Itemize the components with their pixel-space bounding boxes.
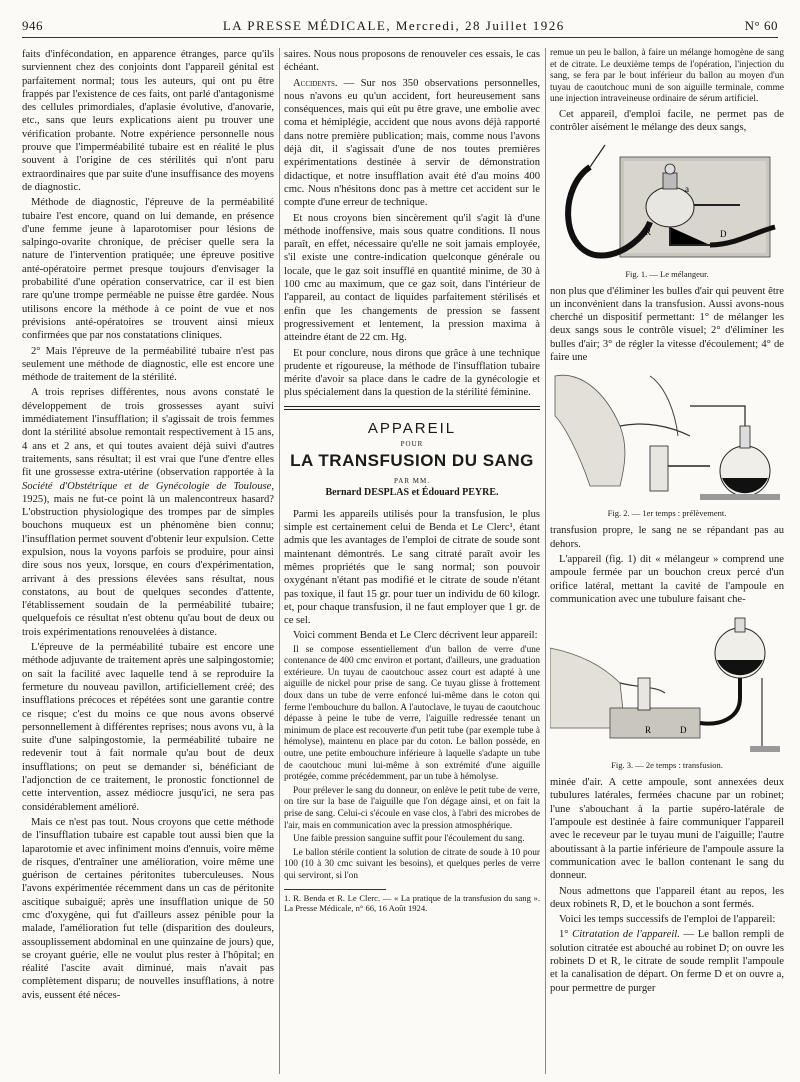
paragraph: Il se compose essentiellement d'un ballon de verre d'une contenance de 400 cmc environ et portant, d'ailleurs, une graduation extérieure. Un tuyau de caoutchouc assez court est adapté à une aiguille de nickel pour prise de sang. Ce tuyau glisse à frottement doux dans un tube de verre enfoncé lui-même dans le coton qui ferme l'embouchure du ballon. A l'autoclave, le tuyau de caoutchouc dépasse à peine le tube de verre, l'aiguille redressée tenant un minimum de place est recouverte d'un petit tube (par exemple tube à hémolyse), maintenu en place par du coton. Le ballon possède, en outre, une petite embouchure inférieure à laquelle s'adapte un tube de caoutchouc muni lui-même à son extrémité d'une aiguille protégée, comme précédemment, par un tube à hémolyse. <box>284 644 540 783</box>
figure-2 <box>550 366 784 518</box>
paragraph: faits d'infécondation, en apparence étranges, parce qu'ils surviennent chez des conjoints dont l'appareil génital est parfaitement normal; tous les auteurs, qui ont pu être frappés par l'existence de ces faits, ont parlé d'antagonisme des cellules primordiales, d'aplasie évolutive, d'anovarie, etc., sans que leurs explications aient pu trouver une vérification probante. Notre expérience personnelle nous prouve que l'imperméabilité tubaire est en réalité le plus souvent à l'origine de ces stérilités qui n'ont paru extraordinaires que par suite d'une insuffisance des moyens de diagnostic. <box>22 49 274 193</box>
paragraph: Le ballon stérile contient la solution de citrate de soude à 10 pour 100 (10 à 30 cmc suivant les besoins), et quelques perles de verre qui serviront, si l'on <box>284 847 540 881</box>
article-authors: Bernard DESPLAS et Édouard PEYRE. <box>325 486 499 498</box>
paragraph: Voici comment Benda et Le Clerc décrivent leur appareil: <box>293 630 538 642</box>
running-header <box>22 18 778 38</box>
paragraph: non plus que d'éliminer les bulles d'air qui peuvent être un inconvénient dans la transfusion. Aussi avons-nous cherché un dispositif permettant: 1° de mélanger les deux sangs sous le contrôle visuel; 2° d'éliminer les bulles d'air; 3° de régler la vitesse d'écoulement; 4° de faire une <box>550 285 784 364</box>
footnote-rule <box>284 889 386 890</box>
article-title-line2: LA TRANSFUSION DU SANG <box>290 450 534 470</box>
paragraph: 2° Mais l'épreuve de la perméabilité tubaire n'est pas seulement une méthode de diagnostic, elle est encore une méthode de traitement de la stérilité. <box>22 345 274 384</box>
figure-3-caption: Fig. 3. — 2e temps : transfusion. <box>611 760 723 771</box>
paragraph: Parmi les appareils utilisés pour la transfusion, le plus simple est certainement celui de Benda et Le Clerc¹, étant admis que les avantages de l'emploi de citrate de soude sont maintenant démontrés. Le sang citraté paraît avoir les mêmes propriétés que le sang normal; son pouvoir oxygénant n'étant pas modifié et le citrate de soude n'étant pas toxique, il faut 15 gr. pour tuer un individu de 60 kilogr. et, pour chaque transfusion, il ne faut employer que 1 gr. de ce sel. <box>284 508 540 627</box>
fig1-label-a: a <box>685 183 689 194</box>
paragraph: remue un peu le ballon, à faire un mélange homogène de sang et de citrate. Le deuxième temps de l'opération, l'injection du sang, se fera par le bout inférieur du ballon au moyen d'un tuyau de caoutchouc muni de son aiguille terminale, comme une injection intraveineuse ordinaire de sérum artificiel. <box>550 48 784 105</box>
paragraph: L'épreuve de la perméabilité tubaire est encore une méthode adjuvante de traitement après une salpingostomie; on sait la facilité avec laquelle tend à se reproduire la fermeture du nouveau pavillon, artificiellement créé; des insufflations précoces et répétées sont une garantie contre ce risque; c'est du moins ce que nous avons observé personnellement à différentes reprises; nous avons vu, à la suite d'une salpingostomie, la perméabilité tubaire ne redevenir tout à fait normale qu'au bout de deux insufflations; on peut se demander si, bénéficiant de l'adjonction de ce traitement, le pronostic fonctionnel de cette intervention, assez médiocre jusqu'ici, ne sera pas considérablement amélioré. <box>22 642 274 813</box>
figure-3 <box>550 608 784 770</box>
quoted-description-cont <box>550 48 784 106</box>
article-title-line1: APPAREIL <box>367 419 457 437</box>
quoted-description <box>284 645 540 883</box>
fig3-label-R: R <box>645 725 652 736</box>
column-divider-1 <box>279 48 280 1074</box>
paragraph: Et pour conclure, nous dirons que grâce à une technique prudente et rigoureuse, la méthode de l'insufflation tubaire mérite d'avoir sa place dans le cadre de la gynécologie et plus spécialement dans la question de la stérilité féminine. <box>284 347 540 399</box>
fig1-label-D: D <box>720 228 727 239</box>
fig1-label-R: R <box>645 226 652 237</box>
prelevement-illustration <box>550 366 784 506</box>
transfusion-illustration <box>550 608 784 758</box>
column-1 <box>22 48 274 1074</box>
figure-1 <box>550 137 784 279</box>
paragraph: L'appareil (fig. 1) dit « mélangeur » comprend une ampoule fermée par un bouchon creux percé d'un orifice latéral, mettant la cavité de l'ampoule en communication avec une tubulure faisant che- <box>550 553 784 605</box>
section-label: Accidents. <box>293 77 338 89</box>
paragraph: Accidents. — Sur nos 350 observations personnelles, nous n'avons eu qu'un accident, fort heureusement sans conséquences, mais qui eût pu être grave, une embolie avec coma et hémiplégie, accident que nous avons déjà rapporté dans notre première publication; mais, comme nous l'avons déjà dit, il s'agissait d'une de nos toutes premières expérimentations destinée à servir de démonstration didactique, et notre insufflation avait été d'au moins 400 cmc. Nous n'hésitons donc pas à mettre cet accident sur le compte d'une erreur de technique. <box>284 77 540 209</box>
article-rule <box>284 406 540 407</box>
column-divider-2 <box>545 48 546 1074</box>
page-number: 946 <box>22 18 43 33</box>
paragraph: saires. Nous nous proposons de renouveler ces essais, le cas échéant. <box>284 49 540 74</box>
paragraph: Cet appareil, d'emploi facile, ne permet pas de contrôler aisément le mélange des deux sangs, <box>550 108 784 134</box>
article-title-pour: POUR <box>400 439 424 448</box>
paragraph: Pour prélever le sang du donneur, on enlève le petit tube de verre, on tire sur la base de l'aiguille que l'on dégage ainsi, et on fait la prise de sang. Celui-ci s'écoule en vase clos, à l'abri des microbes de l'air, mais en communication avec la pression atmosphérique. <box>284 785 540 831</box>
journal-title: LA PRESSE MÉDICALE, Mercredi, 28 Juillet 1926 <box>222 18 565 33</box>
paragraph: Méthode de diagnostic, l'épreuve de la perméabilité tubaire l'est encore, quand on lui demande, en présence d'une femme jeune à laparotomiser pour lésions de salpingo-ovarite chronique, de préciser quelle sera la nature de l'intervention pratiquée; une épreuve positive anté-opératoire permet presque toujours d'envisager la probabilité d'une opération conservatrice, car il est bien rare qu'une trompe perméable ne puisse être gardée. Nous utilisons encore la méthode à ce point de vue et nos prévisions anté-opératoires se trouvent ainsi mieux confirmées que par nos constatations cliniques. <box>22 197 274 342</box>
paragraph: Voici les temps successifs de l'emploi de l'appareil: <box>559 914 776 926</box>
fig3-label-D: D <box>680 725 687 736</box>
melangeur-illustration <box>550 137 784 267</box>
paragraph: transfusion propre, le sang ne se répandant pas au dehors. <box>550 525 784 550</box>
issue-number: N° 60 <box>744 18 778 33</box>
article-byline-prefix: PAR MM. <box>394 476 430 485</box>
article-rule <box>284 409 540 410</box>
figure-1-caption: Fig. 1. — Le mélangeur. <box>625 268 709 279</box>
paragraph: Nous admettons que l'appareil étant au repos, les deux robinets R, D, et le bouchon a sont fermés. <box>550 885 784 910</box>
paragraph: Mais ce n'est pas tout. Nous croyons que cette méthode de l'insufflation tubaire est capable tout aussi bien que la laparotomie et avec infiniment moins d'ennuis, voire même de risques, d'entraîner une amélioration, voire même une guérison de certaines péritonites tuberculeuses. Nous l'avons expérimentée récemment dans un cas de péritonite ascitique subaiguë; après une insufflation unique de 50 cmc d'oxygène, qui fut d'ailleurs assez pénible pour la malade, l'amélioration fut telle (disparition des douleurs, assouplissement abdominal en une quinzaine de jours) que, se croyant guérie, elle ne voulut plus rester à l'hôpital; en réalité l'ascite avait diminué, mais n'avait pas complètement disparu; de nouvelles insufflations, à notre avis, eussent été néces- <box>22 816 274 1001</box>
column-2 <box>284 48 540 1074</box>
paragraph: Une faible pression sanguine suffit pour l'écoulement du sang. <box>293 834 525 845</box>
column-3 <box>550 48 784 1074</box>
paragraph: A trois reprises différentes, nous avons constaté le développement de trois grossesses ayant suivi immédiatement l'insufflation; il s'agissait de trois femmes dont la stérilité absolue remontait respectivement à 15 ans, 4 ans et 2 ans, et qui toutes avaient déjà suivi d'autres traitements, sans résultat; il est vrai que l'une d'entre elles fit une grossesse extra-utérine (observation rapportée à la Société d'Obstétrique et de Gynécologie de Toulouse, 1925), mais ne fut-ce point là un malencontreux hasard? L'obstruction physiologique des trompes par de simples bouchons muqueux est un phénomène bien connu; l'insufflation permet souvent d'obtenir leur expulsion. Cette expulsion, nous la voyons parfois se produire, pour ainsi dire sous nos yeux, lorsque, en cours d'expérimentation, arrivant à des pressions élevées sans résultat, nous constatons, au bout de quelques secondes d'attente, l'établissement soudain de la perméabilité tubaire; quelquefois ce résultat n'est obtenu qu'au bout de deux ou trois expérimentations renouvelées à distance. <box>22 387 274 638</box>
paragraph: minée d'air. A cette ampoule, sont annexées deux tubulures latérales, fermées chacune par un robinet; l'une s'abouchant à la partie supéro-latérale de l'ampoule est destinée à faire communiquer l'appareil avec le receveur par le tuyau muni de l'aiguille; l'autre aboutissant à la partie inférieure de l'ampoule assure la communication avec le ballon contenant le sang du donneur. <box>550 777 784 882</box>
figure-2-caption: Fig. 2. — 1er temps : prélèvement. <box>607 508 727 519</box>
columns <box>22 48 784 1074</box>
paragraph: Et nous croyons bien sincèrement qu'il s'agit là d'une méthode inoffensive, mais sous quatre conditions. Il nous paraît, en effet, nécessaire qu'elle ne soit jamais employée, s'il existe une contre-indication quelconque générale ou locale, que le gaz soit insufflé en quantité minime, de 30 à 100 cmc au maximum, que ce gaz soit, dans l'intérieur de l'appareil, au contact de liquides parfaitement stérilisés et enfin que les changements de pression se fassent progressivement et lentement, la pression maxima à atteindre étant de 22 cm. Hg. <box>284 212 540 344</box>
footnote: 1. R. Benda et R. Le Clerc. — « La pratique de la transfusion du sang ». La Presse Médicale, n° 66, 16 Août 1924. <box>284 892 540 913</box>
paragraph: 1° Citratation de l'appareil. — Le ballon rempli de solution citratée est abouché au robinet D; on ouvre les robinets D et R, le citrate de soude remplit l'ampoule et la canalisation de départ. On ferme D et on ouvre a, pour permettre de purger <box>550 929 784 994</box>
